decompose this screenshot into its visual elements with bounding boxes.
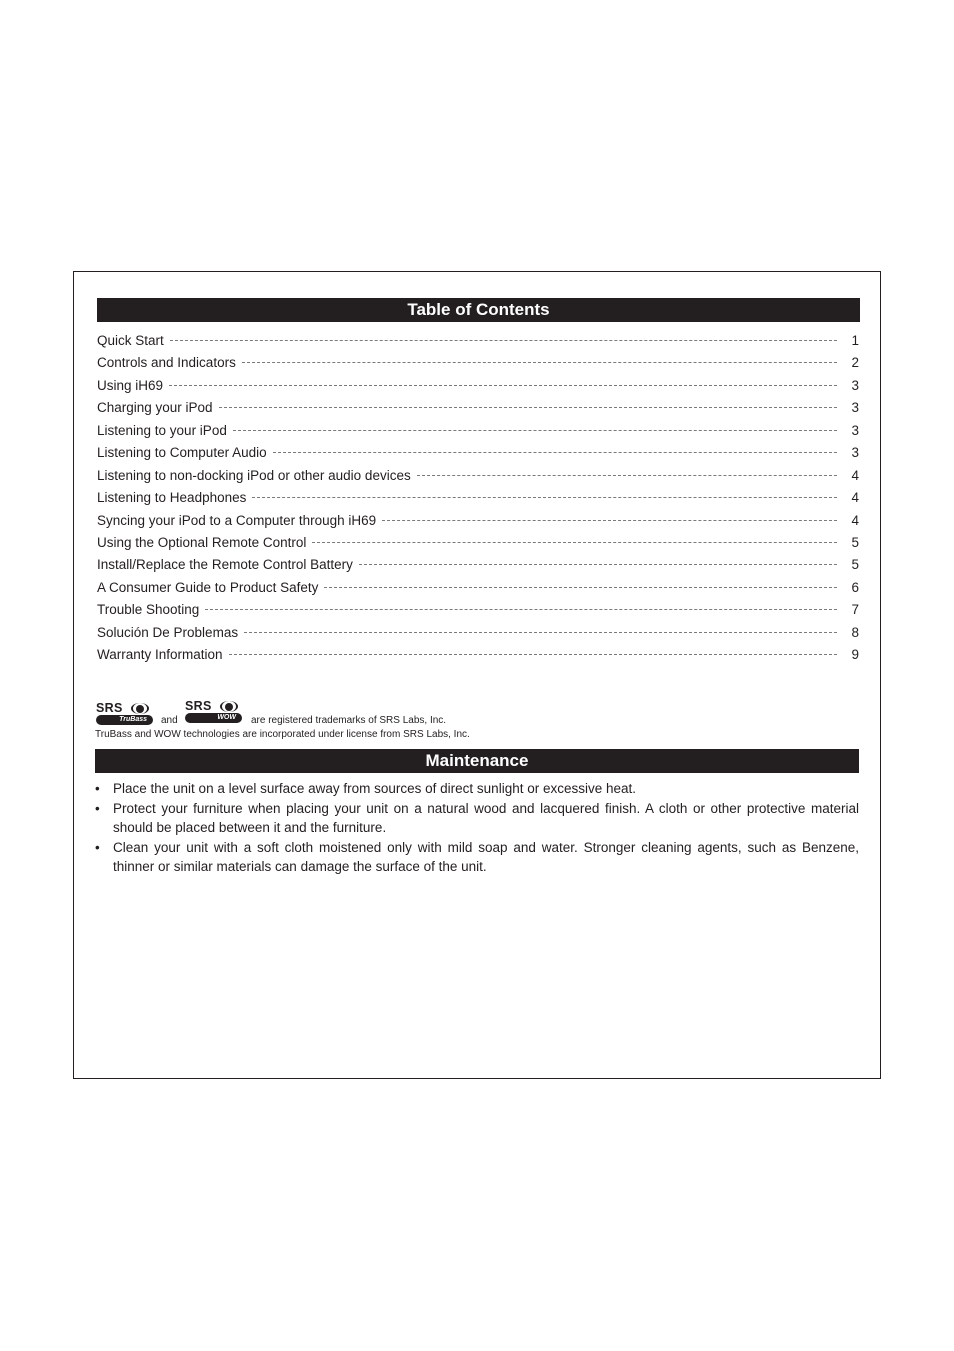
trademark-and: and — [161, 715, 178, 726]
toc-leader — [169, 385, 837, 386]
toc-entry-title: A Consumer Guide to Product Safety — [97, 579, 319, 595]
toc-entry-page: 3 — [851, 422, 859, 438]
toc-entry-page: 1 — [851, 333, 859, 348]
toc-entry-page: 3 — [851, 377, 859, 393]
maintenance-item — [95, 838, 859, 877]
toc-entry-title: Charging your iPod — [97, 400, 213, 416]
maintenance-item-text: Place the unit on a level surface away from sources of direct sunlight or excessive heat. — [113, 781, 637, 796]
toc-entry-page: 6 — [851, 579, 859, 595]
toc-leader — [382, 520, 837, 521]
toc-entry[interactable] — [97, 600, 859, 622]
toc-entry-title: Solución De Problemas — [97, 624, 239, 640]
toc-entry-page: 3 — [851, 400, 859, 416]
toc-entry-title: Listening to Computer Audio — [97, 445, 267, 461]
toc-entry-page: 9 — [851, 647, 859, 663]
toc-entry-page: 4 — [851, 512, 859, 528]
toc-entry-title: Install/Replace the Remote Control Battery — [97, 557, 353, 573]
toc-entry-title: Warranty Information — [97, 647, 223, 663]
toc-entry-page: 3 — [851, 445, 859, 461]
srs-circle-icon — [220, 701, 238, 712]
toc-leader — [244, 632, 837, 633]
trademark-registered-text: are registered trademarks of SRS Labs, Inc. — [251, 715, 447, 726]
toc-entry-title: Quick Start — [97, 333, 164, 348]
toc-entry[interactable] — [97, 398, 859, 420]
maintenance-header — [95, 749, 859, 773]
bullet: • — [95, 781, 100, 796]
toc-leader — [219, 407, 837, 408]
toc-entry[interactable] — [97, 331, 859, 353]
maintenance-item-text: Clean your unit with a soft cloth moistened only with mild soap and water. Stronger cleaning agents, such as Benzene, thinner or similar materials can damage the surface of the unit. — [113, 839, 859, 875]
srs-logo-text: SRS — [185, 699, 212, 713]
toc-leader — [359, 564, 837, 565]
toc-leader — [312, 542, 837, 543]
toc-entry-title: Trouble Shooting — [97, 602, 200, 618]
toc-entry-title: Listening to your iPod — [97, 422, 227, 438]
maintenance-item — [95, 779, 859, 798]
toc-entry[interactable] — [97, 623, 859, 645]
toc-entry[interactable] — [97, 488, 859, 510]
toc-list — [97, 331, 859, 668]
toc-entry-title: Controls and Indicators — [97, 355, 236, 371]
toc-entry[interactable] — [97, 578, 859, 600]
toc-entry-title: Using iH69 — [97, 377, 164, 393]
srs-circle-icon — [131, 703, 149, 714]
toc-entry-title: Using the Optional Remote Control — [97, 534, 307, 550]
toc-entry[interactable] — [97, 376, 859, 398]
toc-leader — [242, 362, 837, 363]
toc-entry-title: Syncing your iPod to a Computer through iH69 — [97, 512, 377, 528]
wow-badge: WOW — [185, 713, 242, 723]
toc-leader — [252, 497, 837, 498]
bullet: • — [95, 800, 100, 816]
toc-entry[interactable] — [97, 645, 859, 667]
toc-leader — [229, 654, 837, 655]
toc-leader — [273, 452, 837, 453]
toc-leader — [417, 475, 837, 476]
toc-entry[interactable] — [97, 421, 859, 443]
toc-title: Table of Contents — [407, 300, 550, 319]
srs-wow-logo — [185, 700, 243, 724]
srs-trubass-logo — [96, 702, 154, 726]
maintenance-item-text: Protect your furniture when placing your unit on a natural wood and lacquered finish. A cloth or other protective material should be placed between it and the furniture. — [113, 800, 859, 836]
toc-entry[interactable] — [97, 443, 859, 465]
toc-entry-page: 7 — [851, 602, 859, 618]
maintenance-item — [95, 799, 859, 838]
toc-entry-page: 5 — [851, 534, 859, 550]
srs-logo-text: SRS — [96, 701, 123, 715]
maintenance-title: Maintenance — [425, 751, 529, 770]
toc-entry[interactable] — [97, 466, 859, 488]
toc-entry[interactable] — [97, 353, 859, 375]
bullet: • — [95, 839, 100, 855]
trubass-badge: TruBass — [96, 715, 153, 725]
toc-entry[interactable] — [97, 511, 859, 533]
toc-entry[interactable] — [97, 555, 859, 577]
toc-entry-page: 4 — [851, 467, 859, 483]
toc-entry-page: 2 — [851, 355, 859, 371]
toc-leader — [205, 609, 837, 610]
toc-header — [97, 298, 860, 322]
toc-entry-page: 8 — [851, 624, 859, 640]
toc-entry-page: 4 — [851, 490, 859, 506]
toc-leader — [324, 587, 837, 588]
maintenance-list — [95, 779, 859, 877]
toc-entry[interactable] — [97, 533, 859, 555]
toc-entry-title: Listening to Headphones — [97, 490, 247, 506]
toc-leader — [170, 340, 837, 341]
toc-leader — [233, 430, 837, 431]
trademark-license-text: TruBass and WOW technologies are incorporated under license from SRS Labs, Inc. — [95, 729, 470, 740]
toc-entry-title: Listening to non-docking iPod or other audio devices — [97, 467, 411, 483]
toc-entry-page: 5 — [851, 557, 859, 573]
